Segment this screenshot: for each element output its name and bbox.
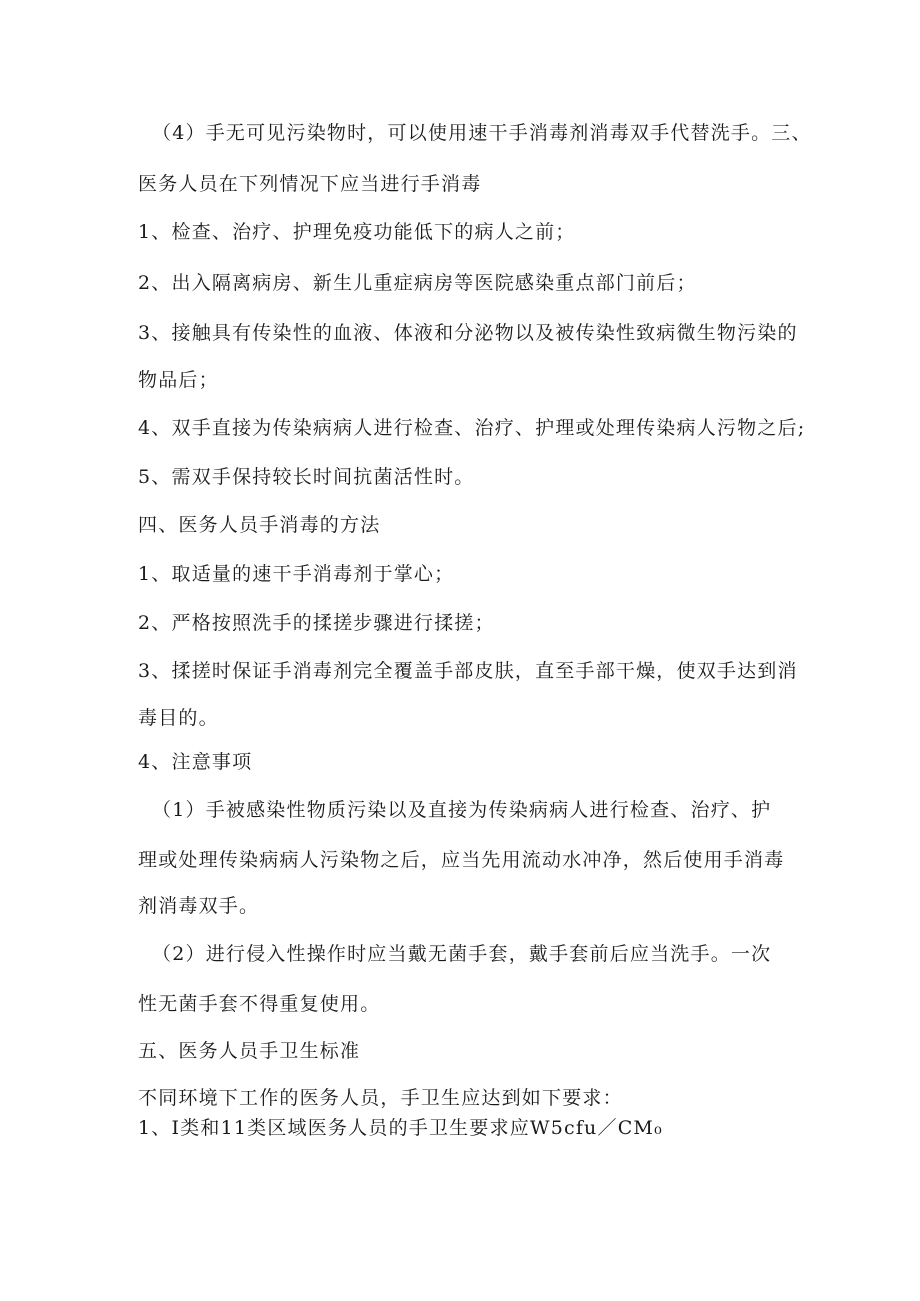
list-item: 1、取适量的速干手消毒剂于掌心； [138, 563, 455, 585]
list-item: 2、严格按照洗手的揉搓步骤进行揉搓； [138, 612, 495, 634]
paragraph-line: 剂消毒双手。 [138, 895, 260, 917]
list-item-continuation: 毒目的。 [138, 707, 219, 729]
paragraph-line: （4）手无可见污染物时，可以使用速干手消毒剂消毒双手代替洗手。三、 [152, 122, 812, 144]
list-item-continuation: 物品后； [138, 369, 219, 391]
list-item: 5、需双手保持较长时间抗菌活性时。 [138, 466, 475, 488]
list-item: 2、出入隔离病房、新生儿重症病房等医院感染重点部门前后； [138, 272, 697, 294]
section-heading: 四、医务人员手消毒的方法 [138, 514, 381, 536]
paragraph-line: 不同环境下工作的医务人员，手卫生应达到如下要求： [138, 1087, 623, 1109]
paragraph-line: 性无菌手套不得重复使用。 [138, 993, 381, 1015]
list-item: 3、揉搓时保证手消毒剂完全覆盖手部皮肤，直至手部干燥，使双手达到消 [138, 660, 798, 682]
paragraph-line: 医务人员在下列情况下应当进行手消毒 [138, 173, 482, 195]
section-heading: 五、医务人员手卫生标准 [138, 1040, 361, 1062]
paragraph-line: （1）手被感染性物质污染以及直接为传染病病人进行检查、治疗、护 [152, 799, 772, 821]
list-item: 1、I类和11类区域医务人员的手卫生要求应W5cfu／CM₀ [138, 1117, 663, 1139]
list-item: 4、注意事项 [138, 751, 253, 773]
paragraph-line: （2）进行侵入性操作时应当戴无菌手套，戴手套前后应当洗手。一次 [152, 943, 772, 965]
list-item: 1、检查、治疗、护理免疫功能低下的病人之前； [138, 221, 576, 243]
paragraph-line: 理或处理传染病病人污染物之后，应当先用流动水冲净，然后使用手消毒 [138, 849, 785, 871]
list-item: 4、双手直接为传染病病人进行检查、治疗、护理或处理传染病人污物之后; [138, 417, 806, 439]
list-item: 3、接触具有传染性的血液、体液和分泌物以及被传染性致病微生物污染的 [138, 322, 798, 344]
